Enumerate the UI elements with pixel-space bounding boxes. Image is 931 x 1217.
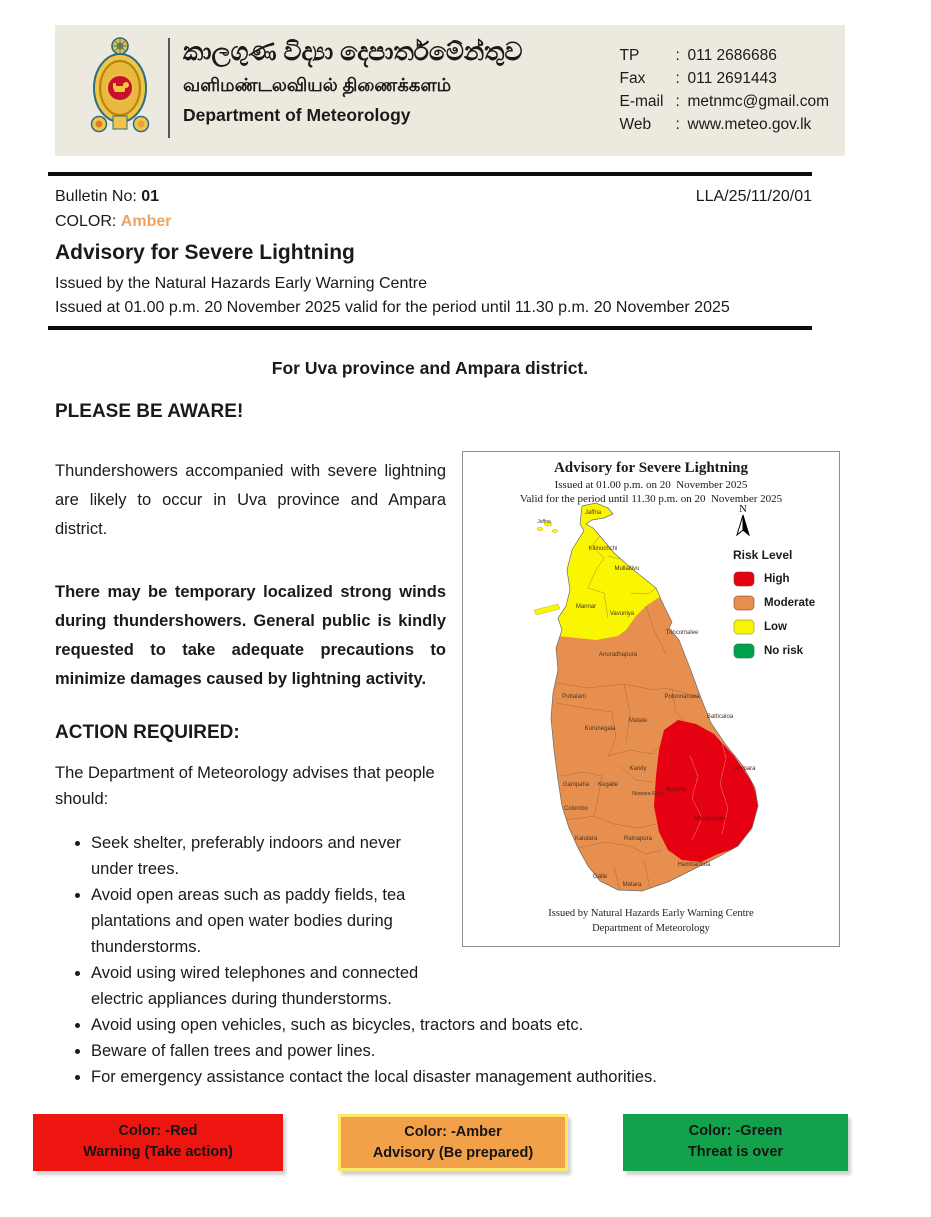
svg-text:Galle: Galle [592,874,608,880]
masthead [55,25,845,156]
map-caption-line2: Department of Meteorology [592,923,710,934]
aware-heading: PLEASE BE AWARE! [55,401,244,422]
svg-text:Vavuniya: Vavuniya [609,611,635,617]
list-item: • Avoid using open vehicles, such as bicycles, tractors and boats etc. [91,1012,840,1038]
department-title-english: Department of Meteorology [183,105,411,125]
map-caption [463,906,839,936]
svg-text:Matara: Matara [622,882,642,888]
action-heading: ACTION REQUIRED: [55,722,240,743]
bulletin-number-value: 01 [141,188,160,205]
svg-text:Ratnapura: Ratnapura [623,836,653,842]
svg-text:Kilinochchi: Kilinochchi [588,546,618,552]
action-intro: The Department of Meteorology advises that people should: [55,764,435,808]
svg-text:Ampara: Ampara [734,766,756,772]
key-box-subtitle: Advisory (Be prepared) [372,1145,534,1161]
contact-value: www.meteo.gov.lk [687,116,812,133]
contact-colon: : [675,93,680,110]
svg-text:Polonnaruwa: Polonnaruwa [664,694,700,700]
svg-text:Badulla: Badulla [665,787,687,793]
advisory-title: Advisory for Severe Lightning [55,241,355,264]
key-box-red [33,1114,283,1171]
color-key [33,1114,848,1171]
region-title: For Uva province and Ampara district. [271,358,589,378]
key-box-subtitle: Warning (Take action) [83,1144,233,1160]
svg-text:Anuradhapura: Anuradhapura [598,652,638,658]
contact-web [620,113,829,136]
map-valid-line: Valid for the period until 11.30 p.m. on 20 November 2025 [519,493,783,505]
key-box-green [623,1114,848,1171]
aware-paragraph: Thundershowers accompanied with severe lightning are likely to occur in Uva province and Ampara district. [55,462,446,538]
key-box-subtitle: Threat is over [687,1144,784,1160]
key-box-title: Color: -Green [688,1123,783,1139]
svg-text:Colombo: Colombo [563,806,589,812]
validity-line: Issued at 01.00 p.m. 20 November 2025 valid for the period until 11.30 p.m. 20 November 2025 [55,299,730,316]
svg-text:Jaffna: Jaffna [584,510,602,516]
risk-map-panel [462,451,840,947]
contact-value: 011 2686686 [687,47,777,64]
svg-text:Kandy: Kandy [629,766,647,772]
contact-label: E-mail [619,93,664,110]
list-item: • Avoid using wired telephones and connected electric appliances during thunderstorms. [91,960,840,1012]
warning-paragraph: There may be temporary localized strong winds during thundershowers. General public is kindly requested to take adequate precautions to minimize damages caused by lightning activity. [55,583,446,688]
legend-label: Low [764,621,787,633]
horizontal-rule-top [48,172,812,176]
body-content [55,401,840,1090]
sri-lanka-emblem-logo [88,36,152,136]
svg-text:Monaragala: Monaragala [694,816,726,822]
svg-text:Kurunegala: Kurunegala [584,726,616,732]
zone-moderate [486,498,786,918]
horizontal-rule-mid [48,326,812,330]
map-issued-line: Issued at 01.00 p.m. on 20 November 2025 [554,479,748,491]
key-box-title: Color: -Red [118,1123,198,1139]
list-item: • Avoid open areas such as paddy fields, tea plantations and open water bodies during thunderstorms. [91,882,840,960]
legend-label: High [764,573,790,585]
offshore-islands [534,522,560,615]
list-item: • Beware of fallen trees and power lines. [91,1038,840,1064]
contact-value: 011 2691443 [687,70,777,87]
contact-fax [620,67,829,90]
contact-block [620,25,829,136]
svg-text:Kalutara: Kalutara [574,836,598,842]
contact-colon: : [675,70,680,87]
svg-text:Jaffna: Jaffna [537,519,551,525]
svg-text:Kegalle: Kegalle [597,782,619,788]
contact-label: Web [619,116,652,133]
bulletin-number [55,186,159,207]
list-item: • For emergency assistance contact the local disaster management authorities. [91,1064,840,1090]
color-status [55,211,812,232]
contact-label: TP [619,47,640,64]
contact-label: Fax [619,70,646,87]
svg-text:Hambantota: Hambantota [677,862,711,868]
map-caption-line1: Issued by Natural Hazards Early Warning Centre [548,908,754,919]
color-status-value: Amber [120,213,172,230]
color-status-label: COLOR: [55,213,117,230]
contact-email [620,90,829,113]
bulletin-number-label: Bulletin No: [55,188,137,205]
svg-text:Puttalam: Puttalam [562,694,586,700]
svg-text:Mannar: Mannar [575,604,597,610]
contact-colon: : [675,47,680,64]
masthead-divider [168,38,170,138]
key-box-amber [338,1114,568,1171]
department-title-tamil: வளிமண்டலவியல் திணைக்களம் [183,75,452,95]
issued-by-line: Issued by the Natural Hazards Early Warning Centre [55,275,428,292]
svg-text:Trincomalee: Trincomalee [665,630,699,636]
svg-text:Gampaha: Gampaha [562,782,590,788]
contact-colon: : [675,116,680,133]
legend-title: Risk Level [733,548,793,562]
svg-text:Batticaloa: Batticaloa [706,714,734,720]
contact-value: metnmc@gmail.com [687,93,829,110]
svg-text:Matale: Matale [628,718,648,724]
contact-tp [620,44,829,67]
list-item: • Seek shelter, preferably indoors and never under trees. [91,830,840,882]
legend-label: No risk [764,645,803,657]
sri-lanka-risk-map [471,498,801,918]
reference-code: LLA/25/11/20/01 [695,188,812,205]
department-title-sinhala: කාලගුණ විද්‍යා දෙපාර්තමේන්තුව [183,38,523,66]
key-box-title: Color: -Amber [404,1124,502,1140]
svg-text:Nuwara Eliya: Nuwara Eliya [632,791,664,797]
legend-label: Moderate [764,597,816,609]
svg-text:Mullaitivu: Mullaitivu [614,566,640,572]
north-label: N [739,503,747,515]
bulletin-meta [55,186,812,318]
map-title: Advisory for Severe Lightning [553,460,749,476]
